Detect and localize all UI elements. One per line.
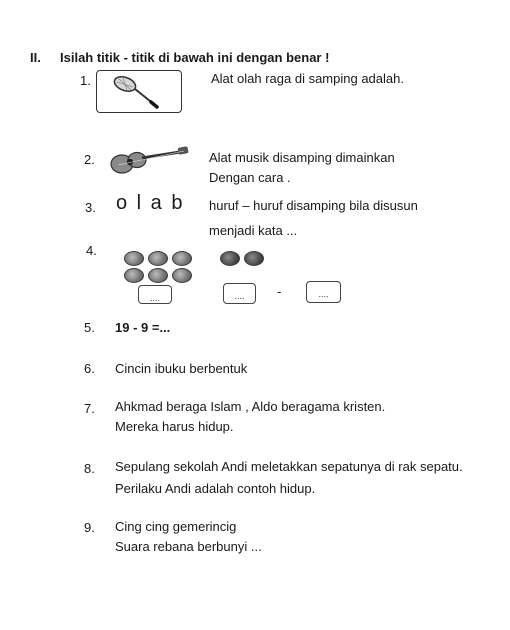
ball — [172, 268, 192, 283]
answer-box-left[interactable]: .... — [138, 285, 172, 304]
question-8-number: 8. — [84, 461, 95, 476]
answer-box-middle[interactable]: .... — [223, 283, 256, 304]
question-3-line-1: huruf – huruf disamping bila disusun — [209, 198, 418, 213]
question-1-number: 1. — [80, 73, 91, 88]
ball — [220, 251, 240, 266]
ball — [124, 268, 144, 283]
badminton-racket-icon — [97, 71, 181, 112]
question-1-text: Alat olah raga di samping adalah. — [211, 71, 404, 86]
question-9-line-1: Cing cing gemerincig — [115, 519, 237, 534]
question-7-line-1: Ahkmad beraga Islam , Aldo beragama kristen. — [115, 399, 386, 414]
question-2-number: 2. — [84, 152, 95, 167]
ball — [172, 251, 192, 266]
question-9-number: 9. — [84, 520, 95, 535]
question-7-line-2: Mereka harus hidup. — [115, 419, 234, 434]
question-3-letters: o l a b — [116, 192, 185, 214]
guitar-icon — [108, 143, 190, 177]
section-instruction: Isilah titik - titik di bawah ini dengan benar ! — [60, 50, 330, 65]
question-6-text: Cincin ibuku berbentuk — [115, 361, 248, 376]
question-8-line-1: Sepulang sekolah Andi meletakkan sepatunya di rak sepatu. — [115, 459, 463, 474]
minus-sign: - — [277, 284, 282, 299]
question-5-expression: 19 - 9 =... — [115, 320, 171, 335]
question-3-line-2: menjadi kata ... — [209, 223, 298, 238]
question-7-number: 7. — [84, 401, 95, 416]
question-9-line-2: Suara rebana berbunyi ... — [115, 539, 262, 554]
question-2-line-1: Alat musik disamping dimainkan — [209, 150, 395, 165]
question-6-number: 6. — [84, 361, 95, 376]
answer-box-right[interactable]: .... — [306, 281, 341, 303]
question-4-number: 4. — [86, 243, 97, 258]
question-5-number: 5. — [84, 320, 95, 335]
question-2-line-2: Dengan cara . — [209, 170, 291, 185]
ball — [244, 251, 264, 266]
ball — [148, 268, 168, 283]
ball — [124, 251, 144, 266]
question-3-number: 3. — [85, 200, 96, 215]
section-number: II. — [30, 50, 41, 65]
question-1-image-frame — [96, 70, 182, 113]
ball — [148, 251, 168, 266]
question-8-line-2: Perilaku Andi adalah contoh hidup. — [115, 481, 316, 496]
